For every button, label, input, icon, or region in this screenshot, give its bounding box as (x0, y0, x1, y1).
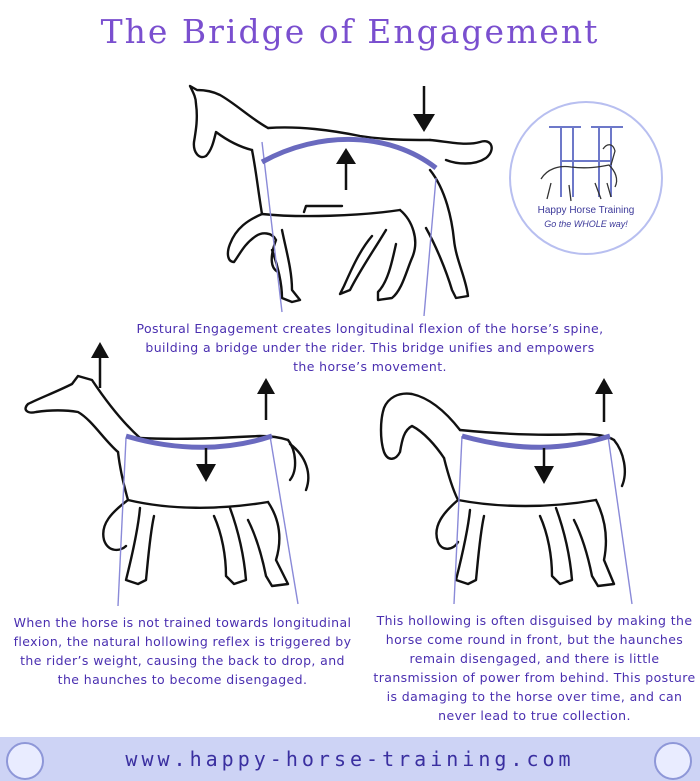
front-guide-line (454, 436, 462, 604)
website-link[interactable]: www.happy-horse-training.com (125, 747, 575, 771)
footer-logo-right-icon (654, 742, 692, 780)
logo-slogan: Go the WHOLE way! (544, 219, 628, 229)
arrow-up-icon (257, 378, 275, 420)
arrow-down-icon (534, 448, 554, 484)
arrow-down-icon (413, 86, 435, 132)
arrow-up-icon (336, 148, 356, 190)
arrow-up-icon (595, 378, 613, 422)
arrow-down-icon (196, 448, 216, 482)
bridge-sag (462, 436, 610, 447)
caption-hollow: When the horse is not trained towards longitudinal flexion, the natural hollowing reflex is triggered by the rider’s weight, causing the back to drop, and the haunches to become disengaged. (13, 615, 352, 687)
caption-disguised: This hollowing is often disguised by making the horse come round in front, but the haunches remain disengaged, and there is little transmission of power from behind. This posture is damaging to the horse over time, and can never lead to true collection. (373, 613, 696, 723)
hind-guide-line (424, 178, 436, 316)
footer-bar (0, 737, 700, 781)
caption-engaged: Postural Engagement creates longitudinal flexion of the horse’s spine, building a bridge under the rider. This bridge unifies and empowers the horse’s movement. (136, 321, 604, 374)
logo-badge (509, 101, 663, 255)
hind-guide-line (270, 436, 298, 604)
logo-name: Happy Horse Training (537, 205, 635, 216)
front-guide-line (262, 142, 282, 312)
page-title: The Bridge of Engagement (100, 12, 600, 51)
horse-engaged (190, 86, 492, 302)
horse-logo-icon (511, 109, 661, 209)
horse-hollow-right (381, 394, 625, 586)
